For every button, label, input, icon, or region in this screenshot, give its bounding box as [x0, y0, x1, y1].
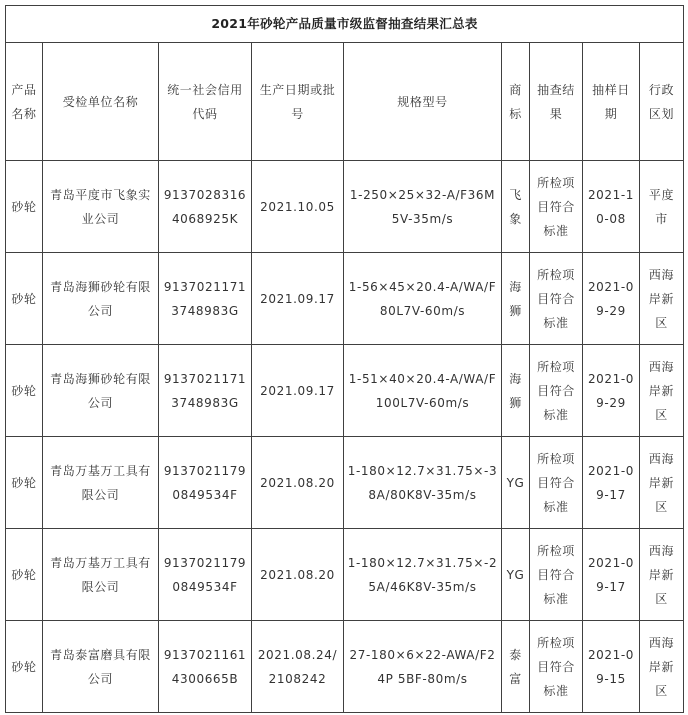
cell-sample-date: 2021-09-17	[583, 437, 640, 529]
table-row	[6, 621, 684, 713]
cell-product: 砂轮	[6, 253, 43, 345]
cell-region: 西海岸新区	[640, 529, 684, 621]
header-credit-code: 统一社会信用代码	[159, 43, 252, 161]
cell-credit-code: 913702831640689​25K	[159, 161, 252, 253]
cell-region: 西海岸新区	[640, 253, 684, 345]
cell-production-date: 2021.08.20	[252, 437, 344, 529]
cell-brand: 泰富	[502, 621, 530, 713]
cell-company: 青岛万基万工具有限公司	[43, 529, 159, 621]
cell-company: 青岛平度市飞象实业公司	[43, 161, 159, 253]
cell-sample-date: 2021-09-15	[583, 621, 640, 713]
cell-spec: 1-250×25×32-A/F36M5V-35m/s	[344, 161, 502, 253]
table-row	[6, 529, 684, 621]
cell-sample-date: 2021-09-17	[583, 529, 640, 621]
table-row	[6, 437, 684, 529]
cell-brand: 海狮	[502, 253, 530, 345]
cell-region: 西海岸新区	[640, 437, 684, 529]
title-row	[6, 6, 684, 43]
table-row	[6, 161, 684, 253]
cell-spec: 27-180×6×22-AWA/F24P 5BF-80m/s	[344, 621, 502, 713]
cell-production-date: 2021.10.05	[252, 161, 344, 253]
table-row	[6, 253, 684, 345]
cell-brand: 海狮	[502, 345, 530, 437]
cell-credit-code: 91370211790849534F	[159, 437, 252, 529]
cell-sample-date: 2021-09-29	[583, 345, 640, 437]
header-production-date: 生产日期或批号	[252, 43, 344, 161]
inspection-results-table	[5, 5, 684, 713]
cell-result: 所检项目符合标准	[530, 253, 583, 345]
cell-credit-code: 91370211713748983G	[159, 253, 252, 345]
cell-company: 青岛海狮砂轮有限公司	[43, 253, 159, 345]
cell-company: 青岛海狮砂轮有限公司	[43, 345, 159, 437]
cell-product: 砂轮	[6, 529, 43, 621]
cell-product: 砂轮	[6, 161, 43, 253]
cell-result: 所检项目符合标准	[530, 345, 583, 437]
table-title: 2021年砂轮产品质量市级监督抽查结果汇总表	[6, 6, 684, 43]
cell-product: 砂轮	[6, 621, 43, 713]
header-company: 受检单位名称	[43, 43, 159, 161]
cell-brand: YG	[502, 437, 530, 529]
header-sample-date: 抽样日期	[583, 43, 640, 161]
cell-production-date: 2021.08.24/2108242	[252, 621, 344, 713]
cell-product: 砂轮	[6, 437, 43, 529]
cell-spec: 1-180×12.7×31.75×-25A/46K8V-35m/s	[344, 529, 502, 621]
header-brand: 商标	[502, 43, 530, 161]
cell-credit-code: 91370211713748983G	[159, 345, 252, 437]
cell-credit-code: 91370211790849534F	[159, 529, 252, 621]
cell-product: 砂轮	[6, 345, 43, 437]
cell-production-date: 2021.09.17	[252, 345, 344, 437]
cell-spec: 1-51×40×20.4-A/WA/F100L7V-60m/s	[344, 345, 502, 437]
cell-spec: 1-56×45×20.4-A/WA/F80L7V-60m/s	[344, 253, 502, 345]
table-row	[6, 345, 684, 437]
cell-spec: 1-180×12.7×31.75×-38A/80K8V-35m/s	[344, 437, 502, 529]
cell-sample-date: 2021-10-08	[583, 161, 640, 253]
cell-result: 所检项目符合标准	[530, 161, 583, 253]
cell-company: 青岛泰富磨具有限公司	[43, 621, 159, 713]
cell-result: 所检项目符合标准	[530, 437, 583, 529]
header-result: 抽查结果	[530, 43, 583, 161]
cell-region: 西海岸新区	[640, 345, 684, 437]
cell-region: 平度市	[640, 161, 684, 253]
cell-production-date: 2021.08.20	[252, 529, 344, 621]
cell-result: 所检项目符合标准	[530, 621, 583, 713]
header-spec: 规格型号	[344, 43, 502, 161]
cell-production-date: 2021.09.17	[252, 253, 344, 345]
cell-result: 所检项目符合标准	[530, 529, 583, 621]
cell-company: 青岛万基万工具有限公司	[43, 437, 159, 529]
cell-brand: 飞象	[502, 161, 530, 253]
header-row	[6, 43, 684, 161]
header-region: 行政区划	[640, 43, 684, 161]
cell-sample-date: 2021-09-29	[583, 253, 640, 345]
cell-credit-code: 91370211614300665B	[159, 621, 252, 713]
cell-region: 西海岸新区	[640, 621, 684, 713]
cell-brand: YG	[502, 529, 530, 621]
header-product: 产品名称	[6, 43, 43, 161]
